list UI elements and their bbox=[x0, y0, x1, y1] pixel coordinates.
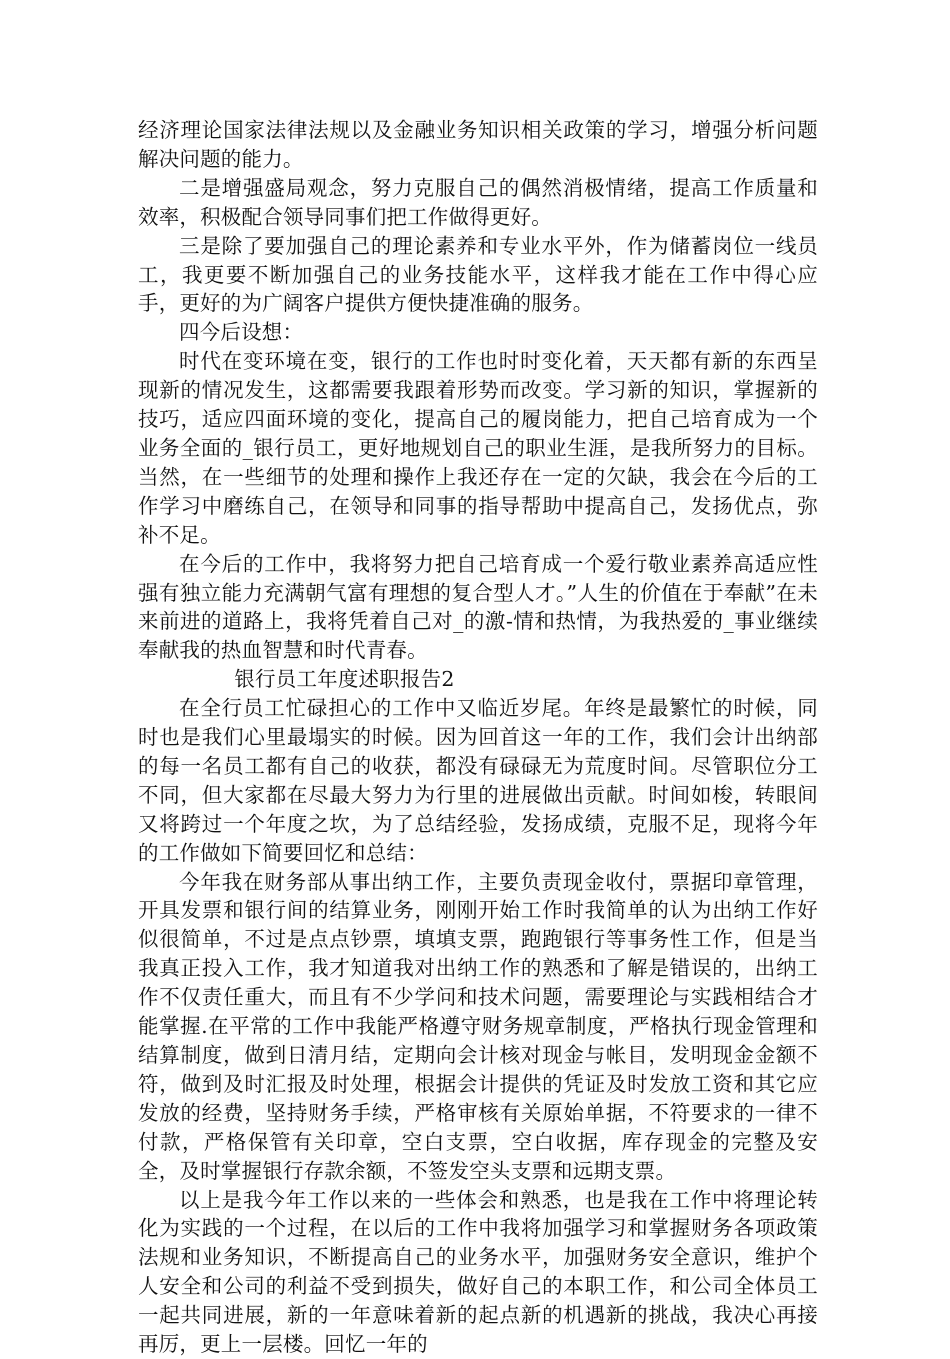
paragraph-3: 三是除了要加强自己的理论素养和专业水平外，作为储蓄岗位一线员工，我更要不断加强自己的业务技能水平，这样我才能在工作中得心应手，更好的为广阔客户提供方便快捷准确的服务。 bbox=[138, 233, 818, 316]
report-title-2: 银行员工年度述职报告2 bbox=[234, 667, 455, 692]
paragraph-5: 时代在变环境在变，银行的工作也时时变化着，天天都有新的东西呈现新的情况发生，这都需要我跟着形势而改变。学习新的知识，掌握新的技巧，适应四面环境的变化，提高自己的履岗能力，把自己培育成为一个业务全面的_银行员工，更好地规划自己的职业生涯，是我所努力的目标。当然，在一些细节的处理和操作上我还存在一定的欠缺，我会在今后的工作学习中磨练自己，在领导和同事的指导帮助中提高自己，发扬优点，弥补不足。 bbox=[138, 349, 818, 547]
paragraph-10: 以上是我今年工作以来的一些体会和熟悉，也是我在工作中将理论转化为实践的一个过程，在以后的工作中我将加强学习和掌握财务各项政策法规和业务知识，不断提高自己的业务水平，加强财务安全意识，维护个人安全和公司的利益不受到损失，做好自己的本职工作，和公司全体员工一起共同进展，新的一年意味着新的起点新的机遇新的挑战，我决心再接再厉，更上一层楼。回忆一年的 bbox=[138, 1187, 818, 1357]
paragraph-8: 在全行员工忙碌担心的工作中又临近岁尾。年终是最繁忙的时候，同时也是我们心里最塌实的时候。因为回首这一年的工作，我们会计出纳部的每一名员工都有自己的收获，都没有碌碌无为荒度时间。尽管职位分工不同，但大家都在尽最大努力为行里的进展做出贡献。时间如梭，转眼间又将跨过一个年度之坎，为了总结经验，发扬成绩，克服不足，现将今年的工作做如下简要回忆和总结： bbox=[138, 696, 818, 865]
document-page bbox=[138, 116, 818, 1359]
paragraph-2: 二是增强盛局观念，努力克服自己的偶然消极情绪，提高工作质量和效率，积极配合领导同事们把工作做得更好。 bbox=[138, 175, 818, 229]
section-label-future-plans: 四今后设想： bbox=[179, 320, 304, 345]
paragraph-9: 今年我在财务部从事出纳工作，主要负责现金收付，票据印章管理，开具发票和银行间的结算业务，刚刚开始工作时我简单的认为出纳工作好似很简单，不过是点点钞票，填填支票，跑跑银行等事务性工作，但是当我真正投入工作，我才知道我对出纳工作的熟悉和了解是错误的，出纳工作不仅责任重大，而且有不少学问和技术问题，需要理论与实践相结合才能掌握.在平常的工作中我能严格遵守财务规章制度，严格执行现金管理和结算制度，做到日清月结，定期向会计核对现金与帐目，发明现金金额不符，做到及时汇报及时处理，根据会计提供的凭证及时发放工资和其它应发放的经费，坚持财务手续，严格审核有关原始单据，不符要求的一律不付款，严格保管有关印章，空白支票，空白收据，库存现金的完整及安全，及时掌握银行存款余额，不签发空头支票和远期支票。 bbox=[138, 869, 818, 1183]
paragraph-6: 在今后的工作中，我将努力把自己培育成一个爱行敬业素养高适应性强有独立能力充满朝气富有理想的复合型人才。”人生的价值在于奉献”在未来前进的道路上，我将凭着自己对_的激-情和热情，为我热爱的_事业继续奉献我的热血智慧和时代青春。 bbox=[138, 551, 818, 663]
paragraph-1: 经济理论国家法律法规以及金融业务知识相关政策的学习，增强分析问题解决问题的能力。 bbox=[138, 118, 818, 171]
